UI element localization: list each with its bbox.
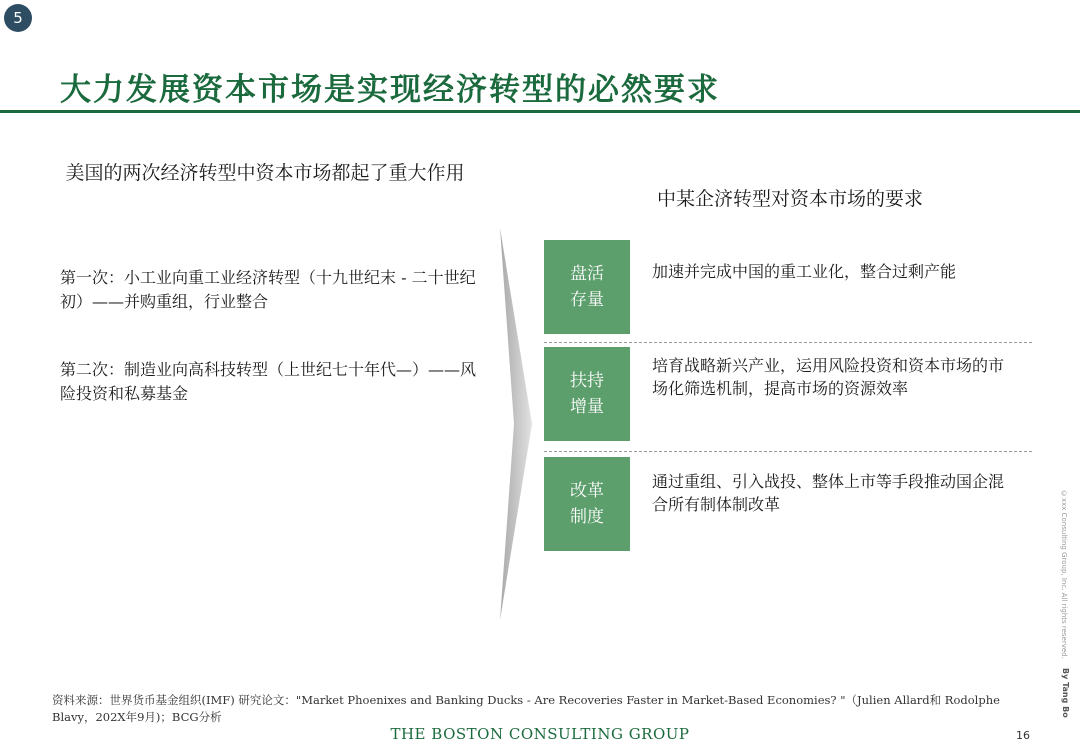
requirement-text: 培育战略新兴产业，运用风险投资和资本市场的市场化筛选机制，提高市场的资源效率	[652, 356, 1005, 398]
title-divider	[0, 110, 1080, 113]
requirement-text: 通过重组、引入战投、整体上市等手段推动国企混合所有制体制改革	[652, 472, 1005, 514]
second-transition-text: 第二次：制造业向高科技转型（上世纪七十年代—）——风险投资和私募基金	[60, 360, 477, 403]
requirement-box-revitalize	[544, 240, 630, 334]
requirement-label: 改革制度	[570, 481, 604, 527]
requirement-label: 扶持增量	[570, 371, 604, 417]
row-divider	[544, 451, 1032, 452]
first-transition-text: 第一次：小工业向重工业经济转型（十九世纪末 - 二十世纪初）——并购重组，行业整合	[60, 268, 476, 311]
chevron-arrow-icon	[498, 228, 538, 620]
copyright-mark: By Tang Bo	[1061, 668, 1070, 718]
page-badge: 5	[4, 4, 32, 32]
row-divider	[544, 342, 1032, 343]
requirement-box-support	[544, 347, 630, 441]
requirement-box-reform	[544, 457, 630, 551]
requirement-label: 盘活存量	[570, 264, 604, 310]
page-title: 大力发展资本市场是实现经济转型的必然要求	[60, 72, 720, 108]
requirement-text: 加速并完成中国的重工业化，整合过剩产能	[652, 262, 957, 281]
right-heading: 中某企济转型对资本市场的要求	[656, 188, 923, 210]
footer-page-number: 16	[1016, 729, 1030, 742]
footer-brand: THE BOSTON CONSULTING GROUP	[390, 725, 690, 743]
source-note: 资料来源：世界货币基金组织(IMF) 研究论文："Market Phoenixes and Banking Ducks - Are Recoveries Faster in Market-Based Economies? "（Julien Allard和 Rodolphe Blavy，202X年9月)；BCG分析	[52, 693, 1000, 724]
left-heading: 美国的两次经济转型中资本市场都起了重大作用	[65, 162, 465, 184]
copyright-notice: ©xxx Consulting Group, Inc. All rights reserved.	[1060, 490, 1068, 659]
